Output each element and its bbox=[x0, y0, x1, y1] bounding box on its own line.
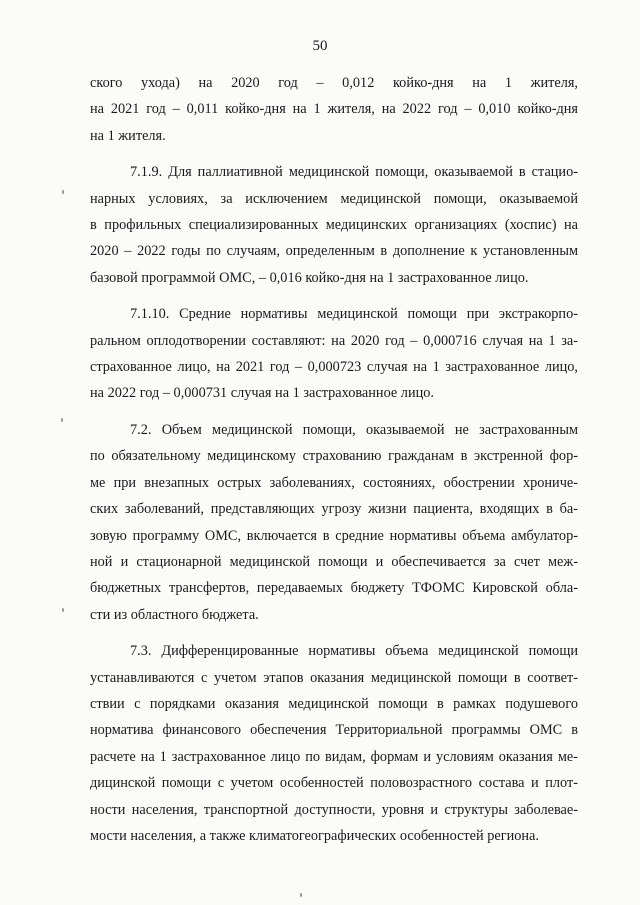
text-line: нарных условиях, за исключением медицинской помощи, оказываемой bbox=[90, 190, 578, 207]
text-line: 7.3. Дифференцированные нормативы объема медицинской помощи bbox=[130, 643, 578, 660]
text-line: ских заболеваний, представляющих угрозу жизни пациента, входящих в ба- bbox=[90, 501, 578, 518]
text-line: на 2021 год – 0,011 койко-дня на 1 жителя, на 2022 год – 0,010 койко-дня bbox=[90, 101, 578, 118]
text-line: ности населения, транспортной доступности, уровня и структуры заболевае- bbox=[90, 801, 578, 818]
text-line: норматива финансового обеспечения Территориальной программы ОМС в bbox=[90, 722, 578, 739]
scan-speck bbox=[62, 190, 64, 194]
text-line: базовой программой ОМС, – 0,016 койко-дня на 1 застрахованное лицо. bbox=[90, 269, 529, 286]
text-line: 7.1.9. Для паллиативной медицинской помощи, оказываемой в стацио- bbox=[130, 164, 578, 181]
text-line: 2020 – 2022 годы по случаям, определенным в дополнение к установленным bbox=[90, 243, 578, 260]
text-line: ствии с порядками оказания медицинской помощи в рамках подушевого bbox=[90, 695, 578, 712]
paragraph-continuation bbox=[90, 70, 578, 149]
text-line: на 2022 год – 0,000731 случая на 1 застрахованное лицо. bbox=[90, 385, 434, 402]
scan-speck bbox=[62, 608, 64, 612]
text-line: мости населения, а также климатогеографических особенностей региона. bbox=[90, 827, 539, 844]
scan-speck bbox=[61, 418, 63, 422]
text-line: ральном оплодотворении составляют: на 2020 год – 0,000716 случая на 1 за- bbox=[90, 332, 578, 349]
text-line: ме при внезапных острых заболеваниях, состояниях, обострении хрониче- bbox=[90, 474, 578, 491]
text-line: дицинской помощи с учетом особенностей половозрастного состава и плот- bbox=[90, 775, 578, 792]
text-line: устанавливаются с учетом этапов оказания медицинской помощи в соответ- bbox=[90, 669, 578, 686]
text-line: в профильных специализированных медицинских организациях (хоспис) на bbox=[90, 217, 578, 234]
text-line: 7.2. Объем медицинской помощи, оказываемой не застрахованным bbox=[130, 421, 578, 438]
text-line: бюджетных трансфертов, передаваемых бюджету ТФОМС Кировской обла- bbox=[90, 580, 578, 597]
paragraph-7-3 bbox=[90, 638, 578, 849]
text-line: сти из областного бюджета. bbox=[90, 606, 259, 623]
paragraph-7-2 bbox=[90, 417, 578, 628]
body-text bbox=[90, 70, 578, 849]
text-line: расчете на 1 застрахованное лицо по видам, формам и условиям оказания ме- bbox=[90, 748, 578, 765]
scan-speck bbox=[300, 893, 302, 897]
paragraph-7-1-9 bbox=[90, 159, 578, 291]
text-line: 7.1.10. Средние нормативы медицинской помощи при экстракорпо- bbox=[130, 306, 578, 323]
text-line: на 1 жителя. bbox=[90, 127, 166, 144]
text-line: страхованное лицо, на 2021 год – 0,000723 случая на 1 застрахованное лицо, bbox=[90, 359, 578, 376]
text-line: зовую программу ОМС, включается в средние нормативы объема амбулатор- bbox=[90, 527, 578, 544]
text-line: ной и стационарной медицинской помощи и обеспечивается за счет меж- bbox=[90, 553, 578, 570]
text-line: ского ухода) на 2020 год – 0,012 койко-дня на 1 жителя, bbox=[90, 75, 578, 91]
paragraph-7-1-10 bbox=[90, 301, 578, 407]
text-line: по обязательному медицинскому страхованию гражданам в экстренной фор- bbox=[90, 448, 578, 465]
page-number: 50 bbox=[312, 38, 328, 54]
